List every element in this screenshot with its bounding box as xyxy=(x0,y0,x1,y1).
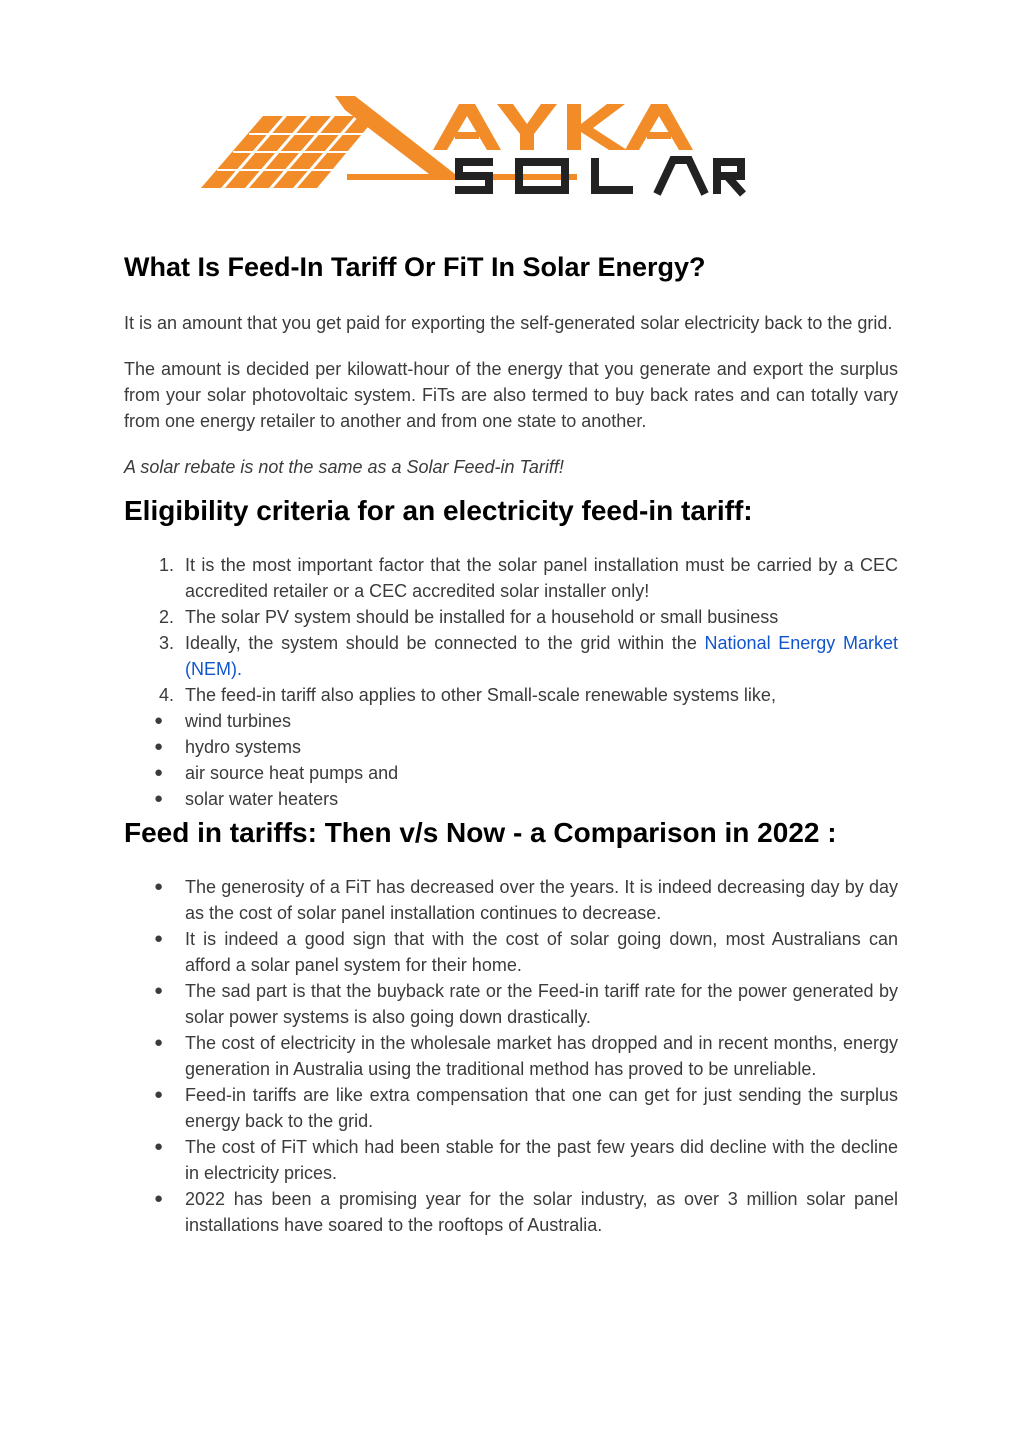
list-number: 4. xyxy=(158,685,174,705)
list-item-text: Feed-in tariffs are like extra compensation that one can get for just sending the surplus energy back to the grid. xyxy=(185,1085,898,1131)
bullet-icon: ● xyxy=(154,738,164,755)
list-item-text: air source heat pumps and xyxy=(185,763,399,783)
list-item xyxy=(124,630,898,682)
list-item xyxy=(124,1186,898,1238)
list-item xyxy=(124,734,898,760)
intro-paragraph: It is an amount that you get paid for exporting the self-generated solar electricity back to the grid. xyxy=(124,313,893,333)
section-title-eligibility: Eligibility criteria for an electricity feed-in tariff: xyxy=(124,495,753,526)
list-item xyxy=(124,874,898,926)
list-item-text: hydro systems xyxy=(185,737,302,757)
list-item-text: The sad part is that the buyback rate or the Feed-in tariff rate for the power generated by solar power systems is also going down drastically. xyxy=(185,981,898,1027)
list-number: 2. xyxy=(158,607,174,627)
bullet-icon: ● xyxy=(154,1034,164,1051)
list-item xyxy=(124,552,898,604)
nem-link[interactable]: National Energy Market (NEM). xyxy=(185,633,898,679)
list-number: 1. xyxy=(158,555,174,575)
bullet-icon: ● xyxy=(154,1138,164,1155)
list-item xyxy=(124,1030,898,1082)
list-item xyxy=(124,760,898,786)
list-item xyxy=(124,708,898,734)
list-item xyxy=(124,786,898,812)
ayka-solar-logo xyxy=(197,88,747,203)
list-item-text: It is the most important factor that the solar panel installation must be carried by a CEC accredited retailer or a CEC accredited solar installer only! xyxy=(185,555,898,601)
bullet-icon: ● xyxy=(154,1086,164,1103)
list-number: 3. xyxy=(158,633,174,653)
list-item xyxy=(124,978,898,1030)
comparison-list xyxy=(124,874,898,1238)
bullet-icon: ● xyxy=(154,878,164,895)
section-title-comparison: Feed in tariffs: Then v/s Now - a Comparison in 2022 : xyxy=(124,817,837,848)
bullet-icon: ● xyxy=(154,712,164,729)
list-item xyxy=(124,604,898,630)
list-item-text: The cost of electricity in the wholesale market has dropped and in recent months, energy generation in Australia using the traditional method has proved to be unreliable. xyxy=(185,1033,898,1079)
bullet-icon: ● xyxy=(154,930,164,947)
list-item-text: The cost of FiT which had been stable for the past few years did decline with the decline in electricity prices. xyxy=(185,1137,898,1183)
list-item-text: wind turbines xyxy=(185,711,292,731)
bullet-icon: ● xyxy=(154,982,164,999)
list-item xyxy=(124,1082,898,1134)
list-item-text: It is indeed a good sign that with the cost of solar going down, most Australians can afford a solar panel system for their home. xyxy=(185,929,898,975)
bullet-icon: ● xyxy=(154,764,164,781)
section-title-what-is-fit: What Is Feed-In Tariff Or FiT In Solar Energy? xyxy=(124,252,706,282)
bullet-icon: ● xyxy=(154,790,164,807)
list-item xyxy=(124,1134,898,1186)
fit-explanation-paragraph: The amount is decided per kilowatt-hour of the energy that you generate and export the surplus from your solar photovoltaic system. FiTs are also termed to buy back rates and can totally vary from one energy retailer to another and from one state to another. xyxy=(124,359,898,431)
article-content xyxy=(124,250,898,1238)
eligibility-list xyxy=(124,552,898,812)
list-item-text: The feed-in tariff also applies to other Small-scale renewable systems like, xyxy=(185,685,776,705)
rebate-note: A solar rebate is not the same as a Solar Feed-in Tariff! xyxy=(124,457,564,477)
solar-roof-panels-icon xyxy=(197,88,747,203)
list-item-text: 2022 has been a promising year for the solar industry, as over 3 million solar panel installations have soared to the rooftops of Australia. xyxy=(185,1189,898,1235)
list-item-text: Ideally, the system should be connected to the grid within the xyxy=(185,633,705,653)
list-item-text: solar water heaters xyxy=(185,789,339,809)
list-item-text: The generosity of a FiT has decreased over the years. It is indeed decreasing day by day as the cost of solar panel installation continues to decrease. xyxy=(185,877,898,923)
list-item xyxy=(124,682,898,708)
bullet-icon: ● xyxy=(154,1190,164,1207)
list-item-text: The solar PV system should be installed for a household or small business xyxy=(185,607,779,627)
list-item xyxy=(124,926,898,978)
